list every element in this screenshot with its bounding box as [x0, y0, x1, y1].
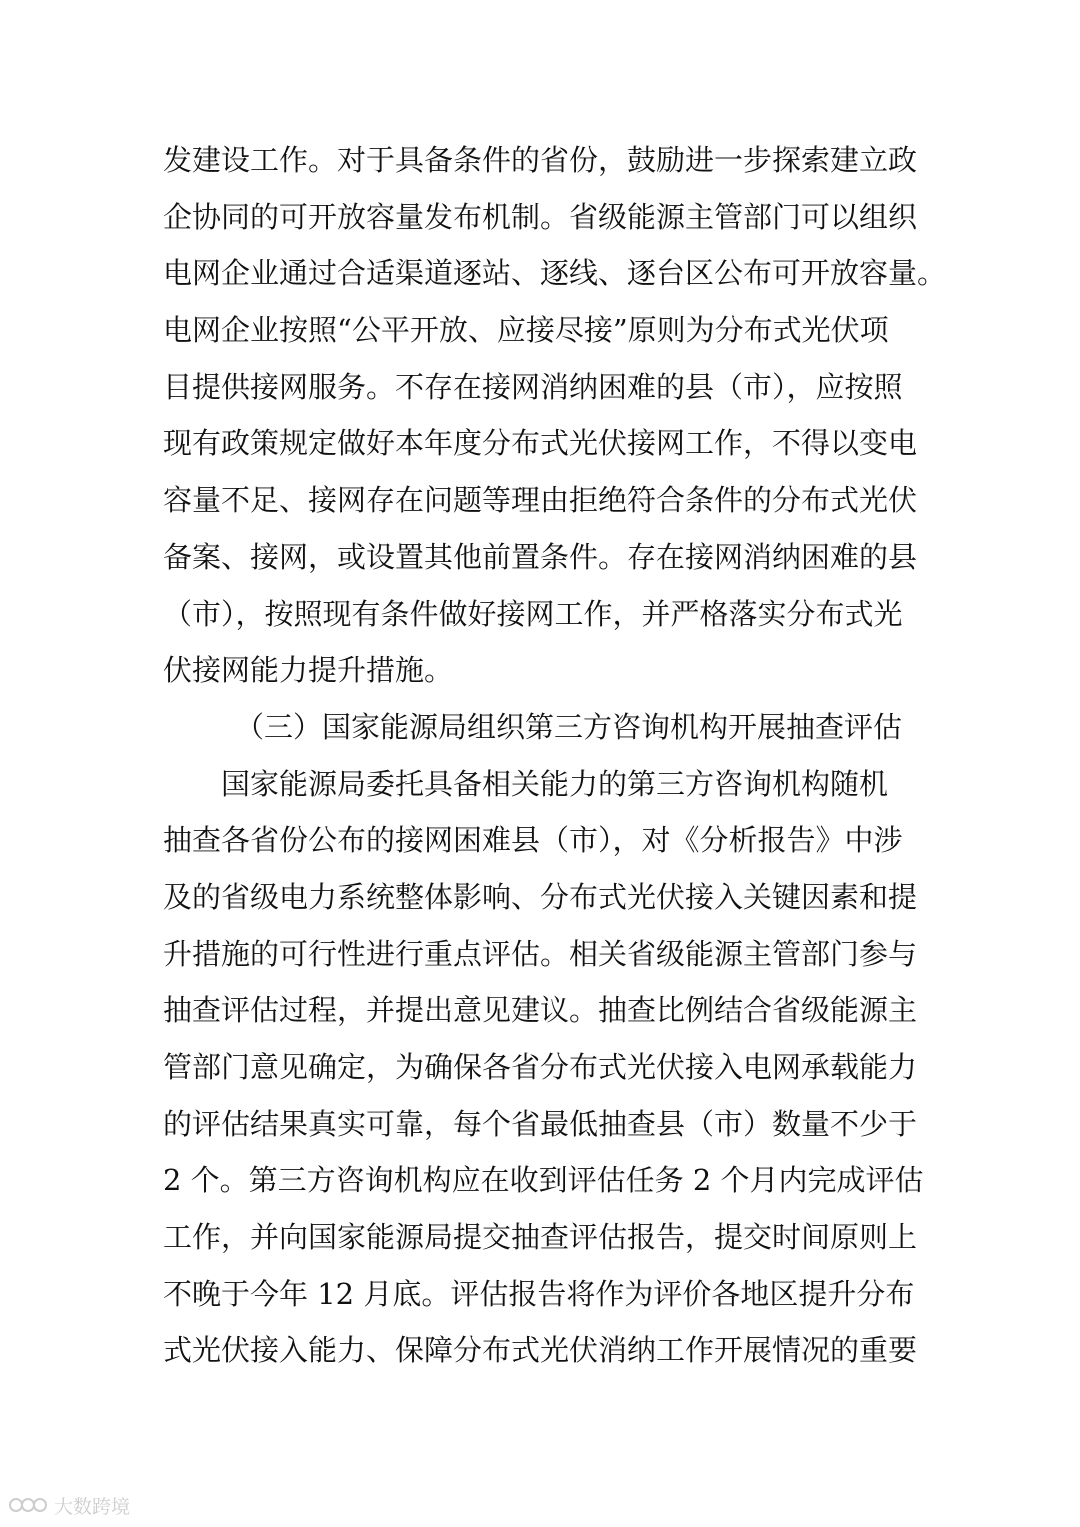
watermark [8, 1488, 130, 1522]
watermark-text: 大数跨境 [54, 1495, 131, 1518]
paragraph-line: 及的省级电力系统整体影响、分布式光伏接入关键因素和提 [163, 879, 918, 914]
paragraph-line: 升措施的可行性进行重点评估。相关省级能源主管部门参与 [163, 936, 918, 971]
body-line: （市），按照现有条件做好接网工作，并严格落实分布式光 [163, 596, 903, 631]
paragraph-line: 不晚于今年 12 月底。评估报告将作为评价各地区提升分布 [163, 1276, 915, 1311]
paragraph-line: 国家能源局委托具备相关能力的第三方咨询机构随机 [221, 766, 889, 801]
body-line: 发建设工作。对于具备条件的省份，鼓励进一步探索建立政 [163, 143, 918, 177]
section-heading: （三）国家能源局组织第三方咨询机构开展抽查评估 [235, 709, 903, 744]
body-line: 伏接网能力提升措施。 [163, 653, 454, 688]
paragraph-line: 工作，并向国家能源局提交抽查评估报告，提交时间原则上 [163, 1220, 918, 1255]
body-line: 备案、接网，或设置其他前置条件。存在接网消纳困难的县 [163, 539, 918, 574]
body-line: 容量不足、接网存在问题等理由拒绝符合条件的分布式光伏 [163, 483, 918, 518]
paragraph-line: 的评估结果真实可靠，每个省最低抽查县（市）数量不少于 [163, 1106, 918, 1141]
brand-logo-icon [8, 1493, 48, 1517]
body-line: 企协同的可开放容量发布机制。省级能源主管部门可以组织 [163, 199, 918, 234]
body-line: 电网企业通过合适渠道逐站、逐线、逐台区公布可开放容量。 [163, 256, 947, 291]
paragraph-line: 抽查评估过程，并提出意见建议。抽查比例结合省级能源主 [163, 993, 918, 1028]
paragraph-line: 2 个。第三方咨询机构应在收到评估任务 2 个月内完成评估 [163, 1163, 924, 1198]
document-body [163, 132, 947, 1379]
body-line: 现有政策规定做好本年度分布式光伏接网工作，不得以变电 [163, 426, 918, 461]
paragraph-line: 管部门意见确定，为确保各省分布式光伏接入电网承载能力 [163, 1050, 918, 1084]
body-line: 电网企业按照“公平开放、应接尽接”原则为分布式光伏项 [163, 313, 889, 348]
paragraph-line: 抽查各省份公布的接网困难县（市），对《分析报告》中涉 [163, 823, 903, 858]
paragraph-line: 式光伏接入能力、保障分布式光伏消纳工作开展情况的重要 [163, 1333, 918, 1368]
body-line: 目提供接网服务。不存在接网消纳困难的县（市），应按照 [163, 369, 903, 404]
